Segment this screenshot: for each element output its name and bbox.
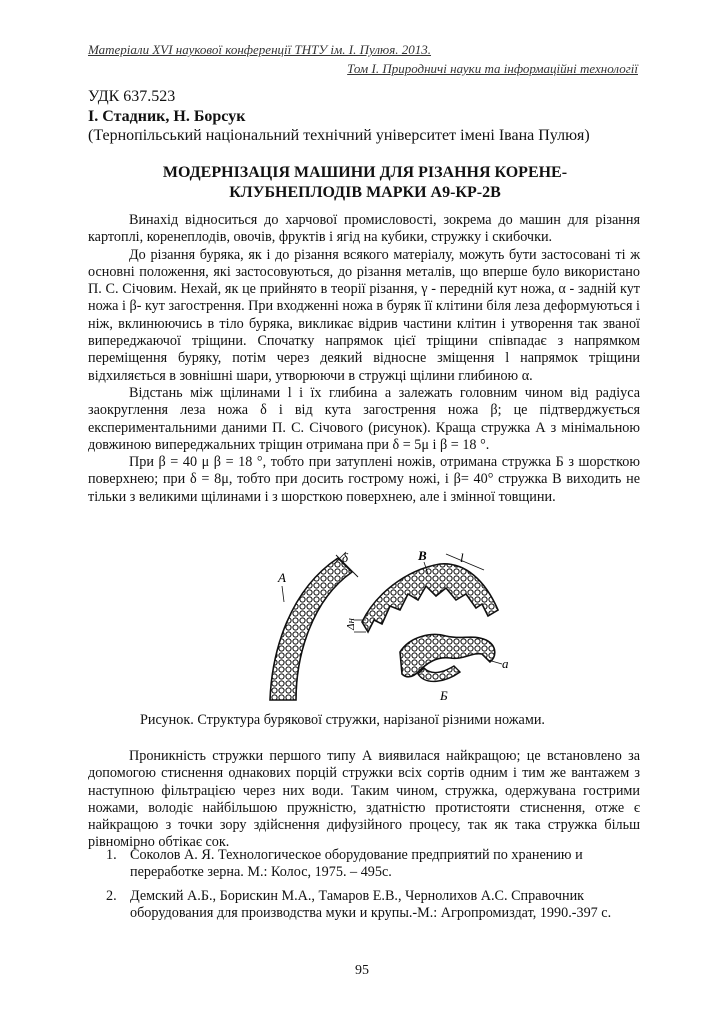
paper-title-line-1: МОДЕРНІЗАЦІЯ МАШИНИ ДЛЯ РІЗАННЯ КОРЕНЕ-	[162, 164, 568, 181]
page-number: 95	[355, 963, 369, 978]
affiliation: (Тернопільський національний технічний університет імені Івана Пулюя)	[88, 127, 590, 144]
paragraph-5: Проникність стружки першого типу А виявилася найкращою; це встановлено за допомогою стиснення однакових порцій стружки всіх сортів одним і тим же вантажем з наступною фільтрацією через них води. Таким чином, стружка, одержувана гострими ножами, володіє найбільшою пружністю, здатністю протистояти стиснення, отже є найкращою з точки зору здійснення дифузійного процесу, так як така стружка більш рівномірно обтікає сок.	[88, 748, 640, 851]
label-a: A	[278, 570, 286, 585]
running-header-volume: Том І. Природничі науки та інформаційні технології	[347, 61, 638, 76]
chip-structure-figure	[250, 540, 520, 710]
label-alpha: a	[502, 656, 509, 671]
reference-item	[88, 888, 640, 923]
reference-number: 1.	[106, 847, 117, 863]
chip-v-shape	[362, 564, 498, 632]
paragraph-1: Винахід відноситься до харчової промисловості, зокрема до машин для різання картоплі, коренеплодів, овочів, фруктів і ягід на кубики, стружку і скибочки.	[88, 212, 640, 246]
paper-title-line-2: КЛУБНЕПЛОДІВ МАРКИ А9-КР-2В	[229, 184, 501, 201]
reference-text: Демский А.Б., Борискин М.А., Тамаров Е.В., Чернолихов А.С. Справочник оборудования для производства муки и крупы.-М.: Агропромиздат, 1990.-397 с.	[130, 887, 612, 921]
label-delta-h: Δн	[345, 618, 357, 630]
paper-title	[110, 163, 620, 203]
authors: І. Стадник, Н. Борсук	[88, 108, 246, 125]
paragraph-4: При β = 40 μ β = 18 °, тобто при затуплені ножів, отримана стружка Б з шорсткою поверхнею; при δ = 8μ, тобто при досить гострому ножі, і β= 40° стружка В виходить не тільки з великими щілинами і з шорсткою поверхнею, але і змінної товщини.	[88, 454, 640, 505]
paragraph-3: Відстань між щілинами l і їх глибина a залежать головним чином від радіуса заокруглення леза ножа δ і від кута загострення ножа β; це підтверджується експериментальними даними П. С. Січового (рисунок). Краща стружка А з мінімальною довжиною випереджальних тріщин отримана при δ = 5μ і β = 18 °.	[88, 384, 640, 453]
reference-number: 2.	[106, 887, 117, 904]
label-delta: δ	[342, 550, 349, 565]
label-l: l	[460, 550, 464, 565]
paragraph-2: До різання буряка, як і до різання всякого матеріалу, можуть бути застосовані ті ж основні положення, які застосовуються, до різання металів, що вперше було використано П. С. Січовим. Нехай, як це прийнято в теорії різання, γ - передній кут ножа, α - задній кут ножа і β- кут загострення. При входженні ножа в буряк її клітини біля леза деформуються і ніж, вклинюючись в тіло буряка, викликає відрив частини клітин і утворення так званої випереджаючої тріщини. Спочатку напрямок цієї тріщини співпадає з напрямком переміщення буряку, потім через деякий відносне зміщення l напрямок тріщини відхиляється в зовнішні шари, утворюючи в стружці щілини глибиною α.	[88, 246, 640, 384]
label-b: Б	[440, 688, 448, 703]
udk-code: УДК 637.523	[88, 88, 176, 105]
references-list	[88, 847, 640, 928]
figure-caption: Рисунок. Структура бурякової стружки, нарізаної різними ножами.	[140, 712, 545, 728]
body-text-after-figure	[88, 748, 640, 852]
label-v: В	[418, 548, 427, 563]
body-text	[88, 212, 640, 506]
reference-text: Соколов А. Я. Технологическое оборудование предприятий по хранению и переработке зерна. М.: Колос, 1975. – 495с.	[130, 847, 583, 881]
reference-item	[88, 847, 640, 882]
running-header-conference: Матеріали XVІ наукової конференції ТНТУ ім. І. Пулюя. 2013.	[88, 42, 432, 57]
